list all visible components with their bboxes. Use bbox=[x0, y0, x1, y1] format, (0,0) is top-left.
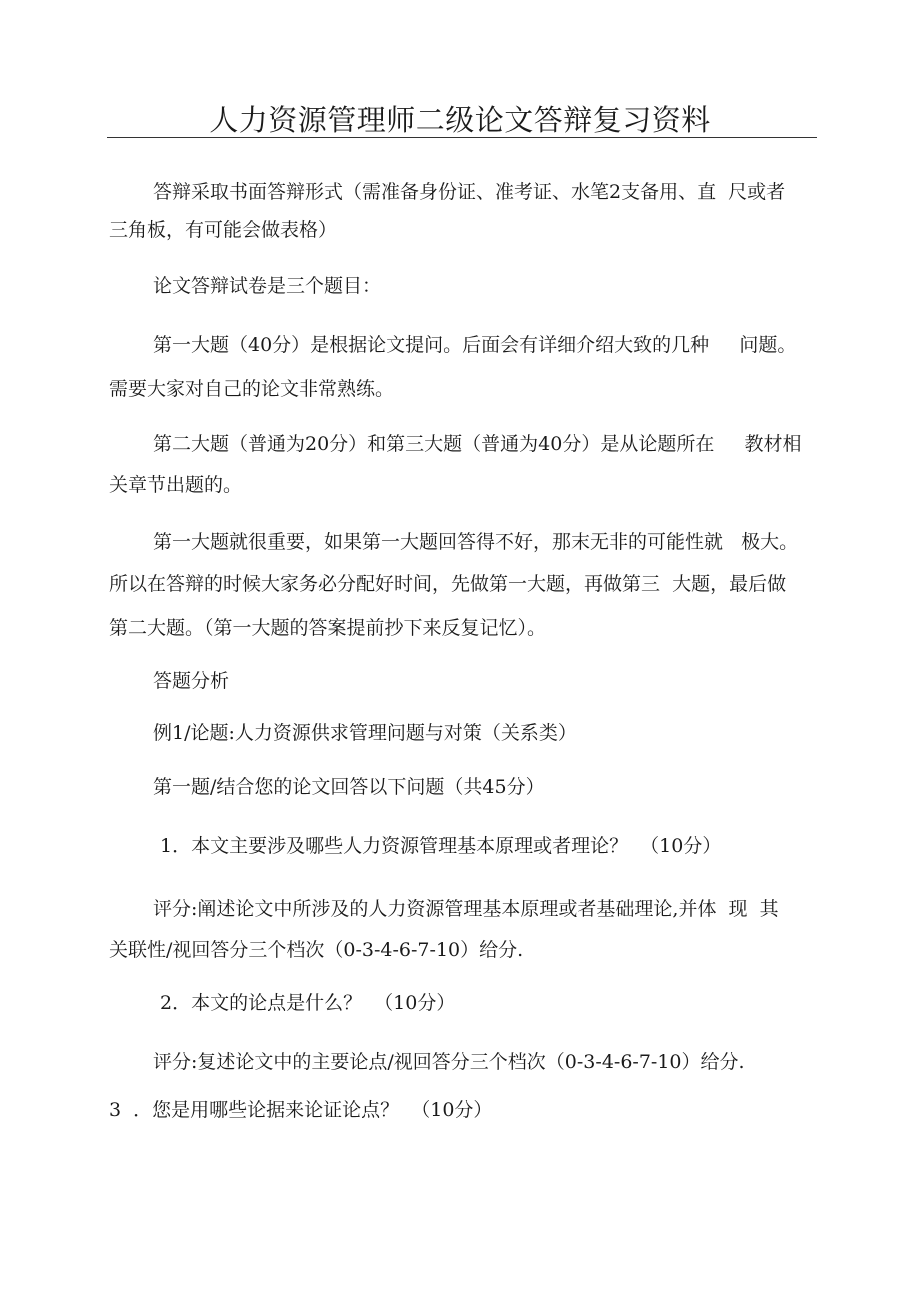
paragraph-line: 三角板，有可能会做表格） bbox=[109, 219, 338, 241]
question-item: 1．本文主要涉及哪些人力资源管理基本原理或者理论？ （10分） bbox=[160, 835, 722, 857]
paragraph-line: 答辩采取书面答辩形式（需准备身份证、准考证、水笔2支备用、直 尺或者 bbox=[153, 181, 786, 203]
paragraph-line: 论文答辩试卷是三个题目： bbox=[153, 275, 382, 297]
paragraph-line: 评分:阐述论文中所涉及的人力资源管理基本原理或者基础理论,并体 现 其 bbox=[153, 898, 779, 920]
paragraph-line: 第一大题（40分）是根据论文提问。后面会有详细介绍大致的几种 问题。 bbox=[153, 334, 797, 356]
paragraph-line: 第一题/结合您的论文回答以下问题（共45分） bbox=[153, 776, 545, 798]
paragraph-line: 所以在答辩的时候大家务必分配好时间，先做第一大题，再做第三 大题，最后做 bbox=[109, 573, 787, 595]
paragraph-line: 例1/论题:人力资源供求管理问题与对策（关系类） bbox=[153, 722, 577, 744]
paragraph-line: 第一大题就很重要，如果第一大题回答得不好，那末无非的可能性就 极大。 bbox=[153, 531, 799, 553]
paragraph-line: 第二大题（普通为20分）和第三大题（普通为40分）是从论题所在 教材相 bbox=[153, 433, 802, 455]
paragraph-line: 关联性/视回答分三个档次（0-3-4-6-7-10）给分. bbox=[109, 939, 524, 961]
paragraph-line: 关章节出题的。 bbox=[109, 474, 243, 496]
paragraph-line: 第二大题。（第一大题的答案提前抄下来反复记忆）。 bbox=[109, 617, 547, 639]
question-item: 2．本文的论点是什么？ （10分） bbox=[160, 992, 456, 1014]
question-item: 3 ．您是用哪些论据来论证论点？ （10分） bbox=[109, 1099, 493, 1121]
paragraph-line: 评分:复述论文中的主要论点/视回答分三个档次（0-3-4-6-7-10）给分. bbox=[153, 1051, 745, 1073]
paragraph-line: 需要大家对自己的论文非常熟练。 bbox=[109, 378, 395, 400]
title-underline bbox=[107, 137, 817, 138]
section-heading: 答题分析 bbox=[153, 670, 230, 692]
document-title: 人力资源管理师二级论文答辩复习资料 bbox=[209, 103, 711, 137]
